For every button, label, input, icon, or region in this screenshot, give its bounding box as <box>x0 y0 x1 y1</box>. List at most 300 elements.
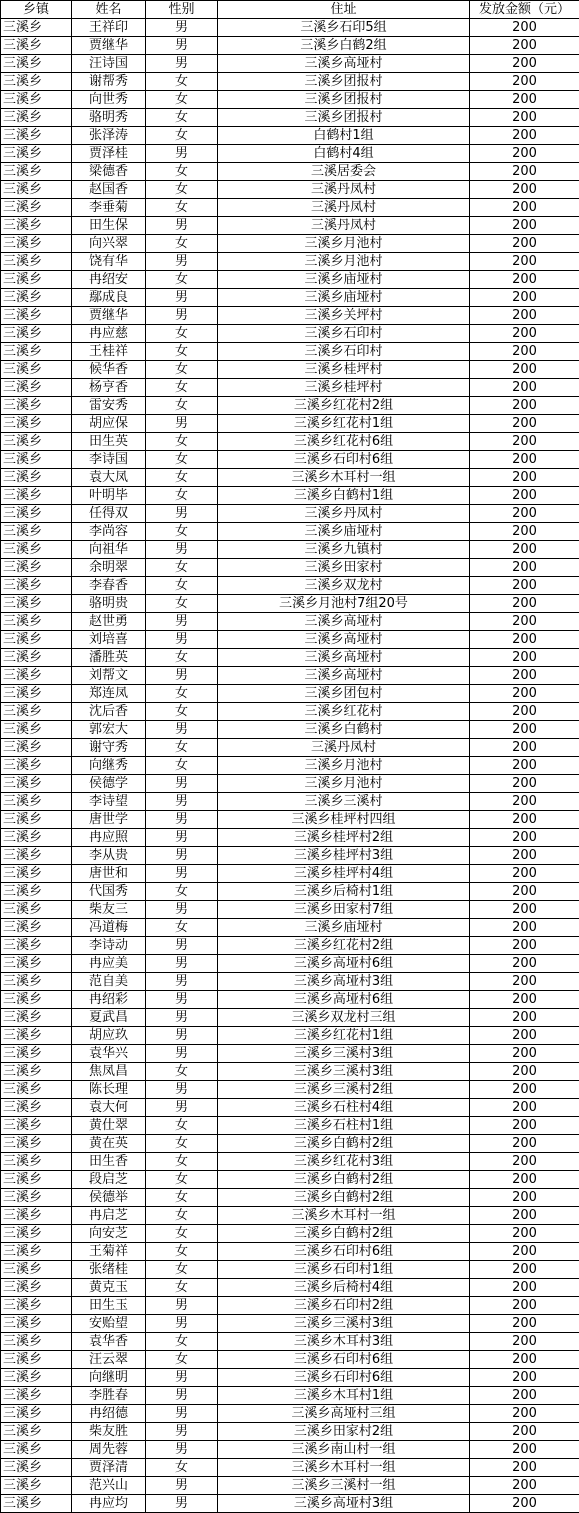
header-row <box>1 1 579 19</box>
gender-cell: 男 <box>146 415 218 433</box>
name-cell: 唐世学 <box>72 811 146 829</box>
address-cell: 三溪乡石柱村1组 <box>218 1117 470 1135</box>
name-cell: 冉绍安 <box>72 271 146 289</box>
town-cell: 三溪乡 <box>1 289 72 307</box>
amount-cell: 200 <box>470 1261 579 1279</box>
table-row <box>1 559 579 577</box>
table-row <box>1 415 579 433</box>
table-row <box>1 1279 579 1297</box>
town-cell: 三溪乡 <box>1 181 72 199</box>
address-cell: 三溪乡桂坪村 <box>218 379 470 397</box>
amount-cell: 200 <box>470 73 579 91</box>
name-cell: 梁德香 <box>72 163 146 181</box>
name-cell: 李诗动 <box>72 937 146 955</box>
town-cell: 三溪乡 <box>1 1117 72 1135</box>
name-cell: 李从贵 <box>72 847 146 865</box>
name-cell: 李垂菊 <box>72 199 146 217</box>
table-row <box>1 379 579 397</box>
table-row <box>1 1261 579 1279</box>
amount-cell: 200 <box>470 1441 579 1459</box>
gender-cell: 男 <box>146 973 218 991</box>
name-cell: 骆明贵 <box>72 595 146 613</box>
name-cell: 冉启芝 <box>72 1207 146 1225</box>
table-row <box>1 289 579 307</box>
town-cell: 三溪乡 <box>1 1207 72 1225</box>
address-cell: 三溪乡三溪村 <box>218 793 470 811</box>
amount-cell: 200 <box>470 55 579 73</box>
address-cell: 三溪乡高垭村3组 <box>218 1495 470 1513</box>
table-row <box>1 1153 579 1171</box>
amount-cell: 200 <box>470 1045 579 1063</box>
amount-cell: 200 <box>470 91 579 109</box>
gender-cell: 男 <box>146 793 218 811</box>
address-cell: 三溪乡红花村3组 <box>218 1153 470 1171</box>
gender-cell: 女 <box>146 91 218 109</box>
town-cell: 三溪乡 <box>1 343 72 361</box>
amount-cell: 200 <box>470 1423 579 1441</box>
amount-cell: 200 <box>470 1153 579 1171</box>
amount-cell: 200 <box>470 757 579 775</box>
town-cell: 三溪乡 <box>1 595 72 613</box>
gender-cell: 男 <box>146 811 218 829</box>
town-cell: 三溪乡 <box>1 361 72 379</box>
address-cell: 三溪乡石印村2组 <box>218 1297 470 1315</box>
address-cell: 三溪乡石印村 <box>218 343 470 361</box>
town-cell: 三溪乡 <box>1 811 72 829</box>
table-row <box>1 973 579 991</box>
table-row <box>1 685 579 703</box>
town-cell: 三溪乡 <box>1 451 72 469</box>
address-cell: 三溪乡团包村 <box>218 685 470 703</box>
town-cell: 三溪乡 <box>1 325 72 343</box>
town-cell: 三溪乡 <box>1 469 72 487</box>
name-cell: 胡应保 <box>72 415 146 433</box>
address-cell: 三溪乡高垭村三组 <box>218 1405 470 1423</box>
amount-cell: 200 <box>470 307 579 325</box>
amount-cell: 200 <box>470 1189 579 1207</box>
amount-cell: 200 <box>470 559 579 577</box>
gender-cell: 女 <box>146 1117 218 1135</box>
gender-cell: 女 <box>146 343 218 361</box>
town-cell: 三溪乡 <box>1 145 72 163</box>
amount-cell: 200 <box>470 127 579 145</box>
town-cell: 三溪乡 <box>1 73 72 91</box>
table-row <box>1 109 579 127</box>
amount-cell: 200 <box>470 1099 579 1117</box>
table-row <box>1 1333 579 1351</box>
gender-cell: 女 <box>146 1459 218 1477</box>
gender-cell: 女 <box>146 433 218 451</box>
amount-cell: 200 <box>470 163 579 181</box>
amount-cell: 200 <box>470 181 579 199</box>
gender-cell: 女 <box>146 235 218 253</box>
town-cell: 三溪乡 <box>1 667 72 685</box>
town-cell: 三溪乡 <box>1 1477 72 1495</box>
town-cell: 三溪乡 <box>1 523 72 541</box>
town-cell: 三溪乡 <box>1 541 72 559</box>
address-cell: 三溪乡三溪村3组 <box>218 1045 470 1063</box>
town-cell: 三溪乡 <box>1 1297 72 1315</box>
name-cell: 柴友胜 <box>72 1423 146 1441</box>
name-cell: 李诗望 <box>72 793 146 811</box>
amount-cell: 200 <box>470 577 579 595</box>
table-row <box>1 1117 579 1135</box>
town-cell: 三溪乡 <box>1 901 72 919</box>
name-cell: 袁华香 <box>72 1333 146 1351</box>
amount-cell: 200 <box>470 217 579 235</box>
town-cell: 三溪乡 <box>1 865 72 883</box>
address-cell: 三溪乡庙垭村 <box>218 271 470 289</box>
town-cell: 三溪乡 <box>1 1063 72 1081</box>
amount-cell: 200 <box>470 109 579 127</box>
gender-cell: 女 <box>146 1171 218 1189</box>
gender-cell: 女 <box>146 685 218 703</box>
gender-cell: 女 <box>146 649 218 667</box>
amount-cell: 200 <box>470 703 579 721</box>
name-cell: 袁大凤 <box>72 469 146 487</box>
gender-cell: 男 <box>146 1045 218 1063</box>
gender-cell: 男 <box>146 1423 218 1441</box>
amount-cell: 200 <box>470 973 579 991</box>
gender-cell: 女 <box>146 1279 218 1297</box>
gender-cell: 男 <box>146 505 218 523</box>
name-cell: 郭宏大 <box>72 721 146 739</box>
town-cell: 三溪乡 <box>1 1243 72 1261</box>
name-cell: 余明翠 <box>72 559 146 577</box>
table-row <box>1 667 579 685</box>
address-cell: 三溪乡田家村 <box>218 559 470 577</box>
amount-cell: 200 <box>470 955 579 973</box>
gender-cell: 男 <box>146 1009 218 1027</box>
gender-cell: 女 <box>146 73 218 91</box>
amount-cell: 200 <box>470 1117 579 1135</box>
address-cell: 三溪乡红花村2组 <box>218 937 470 955</box>
address-cell: 三溪乡高垭村 <box>218 55 470 73</box>
address-cell: 三溪乡木耳村3组 <box>218 1333 470 1351</box>
gender-cell: 女 <box>146 127 218 145</box>
address-cell: 三溪乡南山村一组 <box>218 1441 470 1459</box>
amount-cell: 200 <box>470 325 579 343</box>
name-cell: 贾泽清 <box>72 1459 146 1477</box>
gender-cell: 女 <box>146 559 218 577</box>
town-cell: 三溪乡 <box>1 757 72 775</box>
name-cell: 夏武昌 <box>72 1009 146 1027</box>
name-cell: 柴友三 <box>72 901 146 919</box>
amount-cell: 200 <box>470 361 579 379</box>
address-cell: 白鹤村1组 <box>218 127 470 145</box>
town-cell: 三溪乡 <box>1 793 72 811</box>
address-cell: 三溪乡月池村 <box>218 253 470 271</box>
table-row <box>1 613 579 631</box>
table-row <box>1 1423 579 1441</box>
amount-cell: 200 <box>470 451 579 469</box>
header-amount: 发放金额（元） <box>470 1 579 19</box>
town-cell: 三溪乡 <box>1 1423 72 1441</box>
table-row <box>1 1243 579 1261</box>
amount-cell: 200 <box>470 667 579 685</box>
amount-cell: 200 <box>470 415 579 433</box>
table-row <box>1 757 579 775</box>
gender-cell: 男 <box>146 1099 218 1117</box>
amount-cell: 200 <box>470 631 579 649</box>
town-cell: 三溪乡 <box>1 37 72 55</box>
town-cell: 三溪乡 <box>1 1189 72 1207</box>
table-row <box>1 199 579 217</box>
amount-cell: 200 <box>470 1495 579 1513</box>
gender-cell: 男 <box>146 1495 218 1513</box>
address-cell: 三溪乡双龙村 <box>218 577 470 595</box>
gender-cell: 女 <box>146 757 218 775</box>
amount-cell: 200 <box>470 721 579 739</box>
amount-cell: 200 <box>470 1387 579 1405</box>
table-row <box>1 1459 579 1477</box>
amount-cell: 200 <box>470 199 579 217</box>
table-row <box>1 343 579 361</box>
town-cell: 三溪乡 <box>1 1009 72 1027</box>
table-row <box>1 91 579 109</box>
header-gender: 性别 <box>146 1 218 19</box>
amount-cell: 200 <box>470 289 579 307</box>
address-cell: 三溪乡月池村7组20号 <box>218 595 470 613</box>
gender-cell: 男 <box>146 829 218 847</box>
address-cell: 三溪乡高垭村3组 <box>218 973 470 991</box>
name-cell: 李胜春 <box>72 1387 146 1405</box>
name-cell: 贾继华 <box>72 37 146 55</box>
town-cell: 三溪乡 <box>1 973 72 991</box>
table-row <box>1 55 579 73</box>
gender-cell: 男 <box>146 1477 218 1495</box>
name-cell: 刘培喜 <box>72 631 146 649</box>
table-row <box>1 145 579 163</box>
amount-cell: 200 <box>470 1315 579 1333</box>
name-cell: 赵国香 <box>72 181 146 199</box>
amount-cell: 200 <box>470 991 579 1009</box>
address-cell: 三溪乡石印村6组 <box>218 1351 470 1369</box>
gender-cell: 女 <box>146 181 218 199</box>
address-cell: 三溪乡桂坪村2组 <box>218 829 470 847</box>
address-cell: 三溪乡团报村 <box>218 109 470 127</box>
gender-cell: 男 <box>146 901 218 919</box>
gender-cell: 女 <box>146 397 218 415</box>
gender-cell: 女 <box>146 919 218 937</box>
table-row <box>1 919 579 937</box>
amount-cell: 200 <box>470 1297 579 1315</box>
name-cell: 谢守秀 <box>72 739 146 757</box>
gender-cell: 男 <box>146 217 218 235</box>
amount-cell: 200 <box>470 883 579 901</box>
town-cell: 三溪乡 <box>1 19 72 37</box>
table-row <box>1 937 579 955</box>
gender-cell: 女 <box>146 595 218 613</box>
gender-cell: 女 <box>146 469 218 487</box>
gender-cell: 男 <box>146 55 218 73</box>
table-row <box>1 181 579 199</box>
amount-cell: 200 <box>470 865 579 883</box>
address-cell: 三溪乡木耳村一组 <box>218 469 470 487</box>
name-cell: 范自美 <box>72 973 146 991</box>
address-cell: 三溪丹凤村 <box>218 199 470 217</box>
gender-cell: 男 <box>146 1027 218 1045</box>
town-cell: 三溪乡 <box>1 1099 72 1117</box>
name-cell: 焦凤昌 <box>72 1063 146 1081</box>
address-cell: 三溪乡田家村2组 <box>218 1423 470 1441</box>
table-row <box>1 649 579 667</box>
table-row <box>1 127 579 145</box>
name-cell: 安贻望 <box>72 1315 146 1333</box>
amount-cell: 200 <box>470 1135 579 1153</box>
amount-cell: 200 <box>470 739 579 757</box>
address-cell: 三溪乡高垭村6组 <box>218 955 470 973</box>
address-cell: 三溪乡团报村 <box>218 73 470 91</box>
gender-cell: 男 <box>146 613 218 631</box>
town-cell: 三溪乡 <box>1 433 72 451</box>
name-cell: 贾泽桂 <box>72 145 146 163</box>
gender-cell: 女 <box>146 739 218 757</box>
town-cell: 三溪乡 <box>1 1441 72 1459</box>
name-cell: 冉应美 <box>72 955 146 973</box>
table-row <box>1 271 579 289</box>
address-cell: 三溪乡白鹤村2组 <box>218 1171 470 1189</box>
name-cell: 潘胜英 <box>72 649 146 667</box>
table-row <box>1 1135 579 1153</box>
name-cell: 刘帮文 <box>72 667 146 685</box>
address-cell: 三溪乡桂坪村 <box>218 361 470 379</box>
name-cell: 田生保 <box>72 217 146 235</box>
amount-cell: 200 <box>470 469 579 487</box>
name-cell: 田生香 <box>72 1153 146 1171</box>
amount-cell: 200 <box>470 271 579 289</box>
gender-cell: 男 <box>146 253 218 271</box>
header-address: 住址 <box>218 1 470 19</box>
town-cell: 三溪乡 <box>1 1495 72 1513</box>
amount-cell: 200 <box>470 487 579 505</box>
town-cell: 三溪乡 <box>1 1315 72 1333</box>
table-row <box>1 1315 579 1333</box>
address-cell: 三溪乡石柱村4组 <box>218 1099 470 1117</box>
address-cell: 三溪乡月池村 <box>218 757 470 775</box>
table-row <box>1 451 579 469</box>
table-row <box>1 253 579 271</box>
town-cell: 三溪乡 <box>1 199 72 217</box>
gender-cell: 女 <box>146 1351 218 1369</box>
table-row <box>1 1369 579 1387</box>
header-name: 姓名 <box>72 1 146 19</box>
town-cell: 三溪乡 <box>1 487 72 505</box>
name-cell: 向继秀 <box>72 757 146 775</box>
gender-cell: 男 <box>146 667 218 685</box>
address-cell: 三溪乡三溪村2组 <box>218 1081 470 1099</box>
amount-cell: 200 <box>470 1333 579 1351</box>
gender-cell: 女 <box>146 1243 218 1261</box>
town-cell: 三溪乡 <box>1 559 72 577</box>
table-row <box>1 1387 579 1405</box>
table-row <box>1 469 579 487</box>
address-cell: 三溪乡石印村 <box>218 325 470 343</box>
town-cell: 三溪乡 <box>1 163 72 181</box>
address-cell: 三溪乡红花村6组 <box>218 433 470 451</box>
name-cell: 王桂祥 <box>72 343 146 361</box>
table-row <box>1 1207 579 1225</box>
name-cell: 王菊祥 <box>72 1243 146 1261</box>
amount-cell: 200 <box>470 1351 579 1369</box>
name-cell: 冉应照 <box>72 829 146 847</box>
gender-cell: 女 <box>146 361 218 379</box>
amount-cell: 200 <box>470 1081 579 1099</box>
table-row <box>1 955 579 973</box>
gender-cell: 女 <box>146 271 218 289</box>
name-cell: 任得双 <box>72 505 146 523</box>
town-cell: 三溪乡 <box>1 1225 72 1243</box>
town-cell: 三溪乡 <box>1 1261 72 1279</box>
name-cell: 黄仕翠 <box>72 1117 146 1135</box>
address-cell: 三溪乡庙垭村 <box>218 919 470 937</box>
table-row <box>1 1081 579 1099</box>
amount-cell: 200 <box>470 1459 579 1477</box>
amount-cell: 200 <box>470 1243 579 1261</box>
amount-cell: 200 <box>470 235 579 253</box>
town-cell: 三溪乡 <box>1 847 72 865</box>
address-cell: 三溪居委会 <box>218 163 470 181</box>
gender-cell: 女 <box>146 163 218 181</box>
town-cell: 三溪乡 <box>1 775 72 793</box>
table-row <box>1 1027 579 1045</box>
town-cell: 三溪乡 <box>1 55 72 73</box>
town-cell: 三溪乡 <box>1 1369 72 1387</box>
table-row <box>1 577 579 595</box>
name-cell: 黄克玉 <box>72 1279 146 1297</box>
gender-cell: 女 <box>146 1333 218 1351</box>
table-row <box>1 73 579 91</box>
name-cell: 赵世勇 <box>72 613 146 631</box>
amount-cell: 200 <box>470 1405 579 1423</box>
address-cell: 三溪乡木耳村一组 <box>218 1459 470 1477</box>
address-cell: 三溪乡高垭村 <box>218 649 470 667</box>
gender-cell: 女 <box>146 1189 218 1207</box>
table-row <box>1 811 579 829</box>
town-cell: 三溪乡 <box>1 91 72 109</box>
gender-cell: 男 <box>146 631 218 649</box>
name-cell: 陈长理 <box>72 1081 146 1099</box>
town-cell: 三溪乡 <box>1 631 72 649</box>
address-cell: 三溪乡庙垭村 <box>218 289 470 307</box>
town-cell: 三溪乡 <box>1 991 72 1009</box>
table-row <box>1 1297 579 1315</box>
table-row <box>1 523 579 541</box>
town-cell: 三溪乡 <box>1 577 72 595</box>
address-cell: 三溪乡三溪村3组 <box>218 1063 470 1081</box>
town-cell: 三溪乡 <box>1 703 72 721</box>
amount-cell: 200 <box>470 595 579 613</box>
address-cell: 三溪乡木耳村1组 <box>218 1387 470 1405</box>
address-cell: 三溪乡丹凤村 <box>218 505 470 523</box>
address-cell: 三溪乡高垭村6组 <box>218 991 470 1009</box>
table-row <box>1 991 579 1009</box>
amount-cell: 200 <box>470 1207 579 1225</box>
amount-cell: 200 <box>470 811 579 829</box>
name-cell: 周先蓉 <box>72 1441 146 1459</box>
amount-cell: 200 <box>470 1225 579 1243</box>
gender-cell: 男 <box>146 937 218 955</box>
gender-cell: 女 <box>146 1225 218 1243</box>
gender-cell: 女 <box>146 199 218 217</box>
amount-cell: 200 <box>470 379 579 397</box>
address-cell: 三溪乡白鹤村2组 <box>218 1135 470 1153</box>
gender-cell: 女 <box>146 1063 218 1081</box>
amount-cell: 200 <box>470 1477 579 1495</box>
address-cell: 三溪乡红花村1组 <box>218 1027 470 1045</box>
amount-cell: 200 <box>470 685 579 703</box>
table-row <box>1 235 579 253</box>
